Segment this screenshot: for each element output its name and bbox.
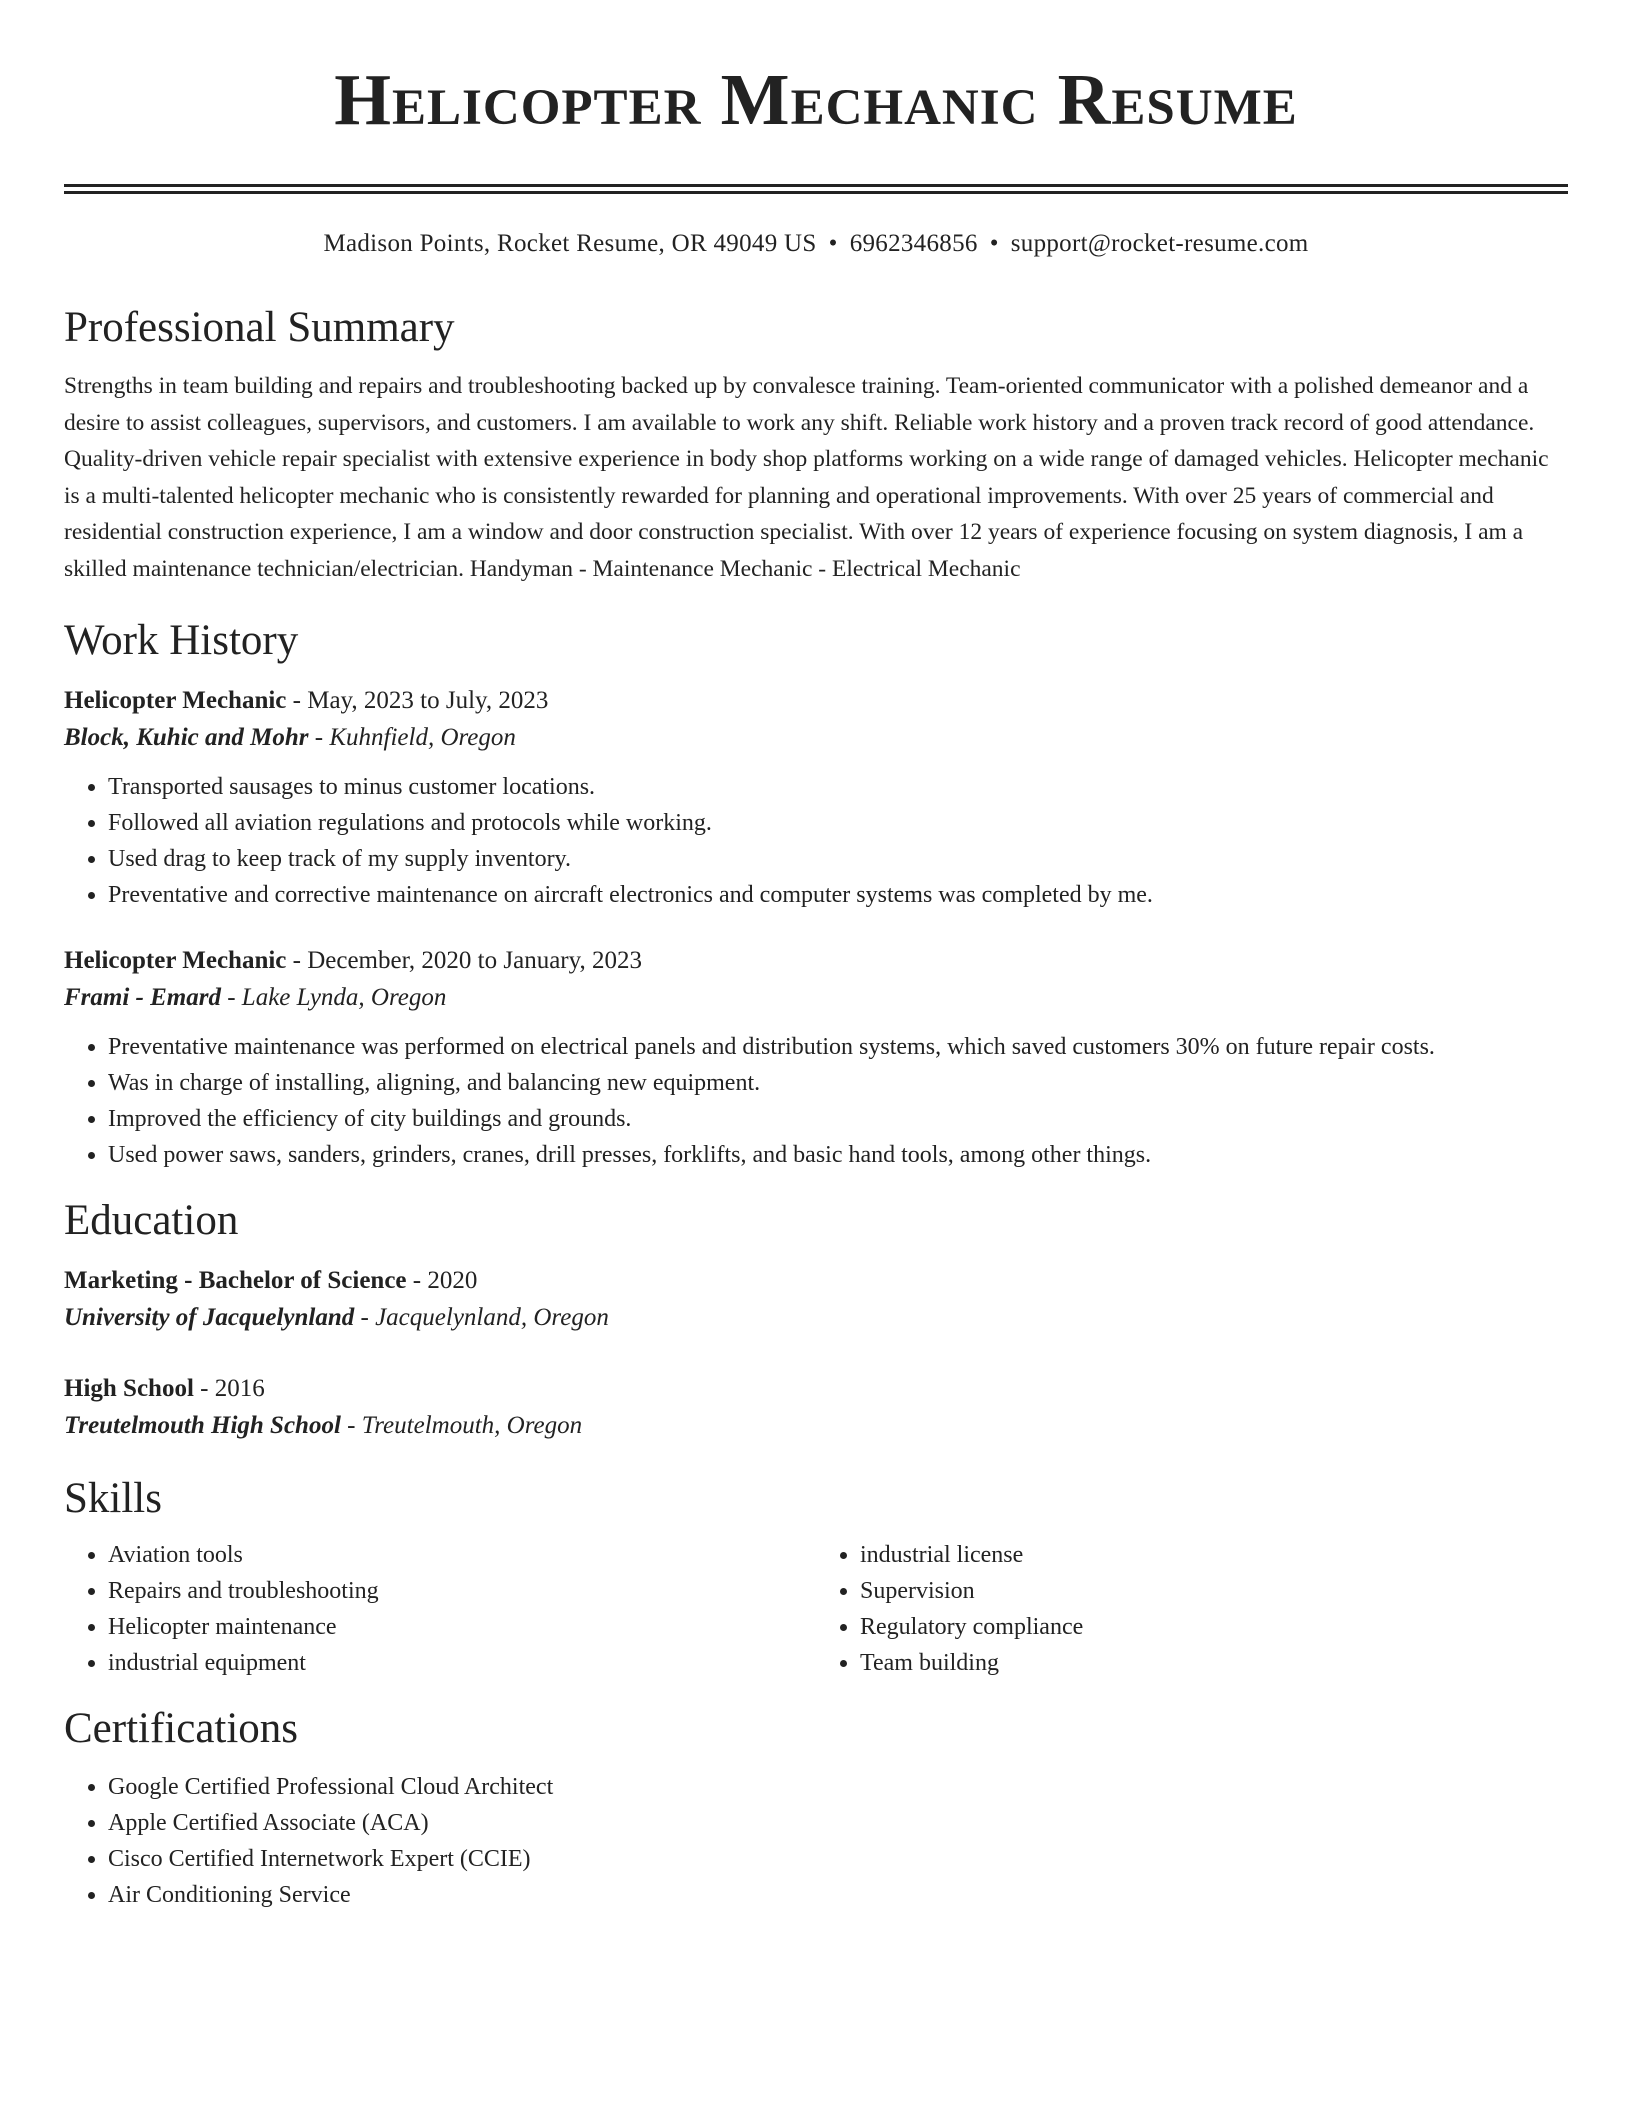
list-item: • Repairs and troubleshooting bbox=[108, 1573, 816, 1609]
list-item: • Used drag to keep track of my supply inventory. bbox=[108, 841, 1568, 877]
job-dates: - December, 2020 to January, 2023 bbox=[286, 947, 642, 974]
resume-title: Helicopter Mechanic Resume bbox=[334, 59, 1298, 140]
summary-text: Strengths in team building and repairs and troubleshooting backed up by convalesce training. Team-oriented communicator with a polished demeanor and a desire to assist colleagues, supervisors, and customers. I am available to work any shift. Reliable work history and a proven track record of good attendance. Quality-driven vehicle repair specialist with extensive experience in body shop platforms working on a wide range of damaged vehicles. Helicopter mechanic is a multi-talented helicopter mechanic who is consistently rewarded for planning and operational improvements. With over 25 years of commercial and residential construction experience, I am a window and door construction specialist. With over 12 years of experience focusing on system diagnosis, I am a skilled maintenance technician/electrician. Handyman - Maintenance Mechanic - Electrical Mechanic bbox=[64, 373, 1549, 582]
list-item: • Google Certified Professional Cloud Architect bbox=[108, 1769, 1568, 1805]
list-item: • industrial license bbox=[860, 1537, 1568, 1573]
list-item: • Supervision bbox=[860, 1573, 1568, 1609]
list-item: • Cisco Certified Internetwork Expert (CCIE) bbox=[108, 1841, 1568, 1877]
job-company: Frami - Emard bbox=[64, 984, 221, 1011]
certifications-list bbox=[64, 1769, 1568, 1913]
job-location: - Kuhnfield, Oregon bbox=[308, 724, 516, 751]
summary-heading: Professional Summary bbox=[64, 304, 455, 351]
title-divider bbox=[64, 184, 1568, 194]
degree: High School bbox=[64, 1375, 194, 1402]
school-line bbox=[64, 1407, 1568, 1445]
list-item: • Preventative and corrective maintenance on aircraft electronics and computer systems was completed by me. bbox=[108, 877, 1568, 913]
job-title: Helicopter Mechanic bbox=[64, 687, 287, 714]
education-heading: Education bbox=[64, 1197, 239, 1244]
degree: Marketing - Bachelor of Science bbox=[64, 1267, 407, 1294]
job-title: Helicopter Mechanic bbox=[64, 947, 287, 974]
list-item: • Preventative maintenance was performed on electrical panels and distribution systems, which saved customers 30% on future repair costs. bbox=[108, 1029, 1568, 1065]
job-dates: - May, 2023 to July, 2023 bbox=[286, 687, 549, 714]
job-company-line bbox=[64, 979, 1568, 1017]
school-name: Treutelmouth High School bbox=[64, 1412, 341, 1439]
list-item: • Transported sausages to minus customer locations. bbox=[108, 769, 1568, 805]
contact-separator: • bbox=[828, 230, 838, 257]
job-location: - Lake Lynda, Oregon bbox=[220, 984, 447, 1011]
contact-line bbox=[64, 228, 1568, 260]
skills-list-left bbox=[64, 1537, 816, 1681]
graduation-year: - 2020 bbox=[406, 1267, 478, 1294]
contact-email: support@rocket-resume.com bbox=[1010, 230, 1309, 257]
list-item: • Used power saws, sanders, grinders, cranes, drill presses, forklifts, and basic hand tools, among other things. bbox=[108, 1137, 1568, 1173]
education-entry bbox=[64, 1371, 1568, 1445]
education-entry bbox=[64, 1263, 1568, 1337]
school-location: - Treutelmouth, Oregon bbox=[340, 1412, 583, 1439]
skills-list-right bbox=[816, 1537, 1568, 1681]
school-name: University of Jacquelynland bbox=[64, 1304, 355, 1331]
job-title-line bbox=[64, 683, 1568, 719]
job-company-line bbox=[64, 719, 1568, 757]
job-title-line bbox=[64, 943, 1568, 979]
job-company: Block, Kuhic and Mohr bbox=[64, 724, 309, 751]
list-item: • Helicopter maintenance bbox=[108, 1609, 816, 1645]
contact-address: Madison Points, Rocket Resume, OR 49049 US bbox=[323, 230, 817, 257]
degree-line bbox=[64, 1371, 1568, 1407]
certifications-heading: Certifications bbox=[64, 1705, 299, 1752]
list-item: • Air Conditioning Service bbox=[108, 1877, 1568, 1913]
list-item: • Followed all aviation regulations and protocols while working. bbox=[108, 805, 1568, 841]
list-item: • Apple Certified Associate (ACA) bbox=[108, 1805, 1568, 1841]
list-item: • Team building bbox=[860, 1645, 1568, 1681]
skills-heading: Skills bbox=[64, 1475, 162, 1522]
contact-phone: 6962346856 bbox=[849, 230, 978, 257]
school-line bbox=[64, 1299, 1568, 1337]
list-item: • Improved the efficiency of city buildings and grounds. bbox=[108, 1101, 1568, 1137]
skills-grid bbox=[64, 1537, 1568, 1681]
school-location: - Jacquelynland, Oregon bbox=[354, 1304, 609, 1331]
list-item: • Aviation tools bbox=[108, 1537, 816, 1573]
job-bullets bbox=[64, 769, 1568, 913]
degree-line bbox=[64, 1263, 1568, 1299]
list-item: • Regulatory compliance bbox=[860, 1609, 1568, 1645]
list-item: • industrial equipment bbox=[108, 1645, 816, 1681]
job-bullets bbox=[64, 1029, 1568, 1173]
job-entry bbox=[64, 683, 1568, 913]
list-item: • Was in charge of installing, aligning, and balancing new equipment. bbox=[108, 1065, 1568, 1101]
job-entry bbox=[64, 943, 1568, 1173]
contact-separator: • bbox=[989, 230, 999, 257]
graduation-year: - 2016 bbox=[193, 1375, 265, 1402]
work-history-heading: Work History bbox=[64, 617, 299, 664]
